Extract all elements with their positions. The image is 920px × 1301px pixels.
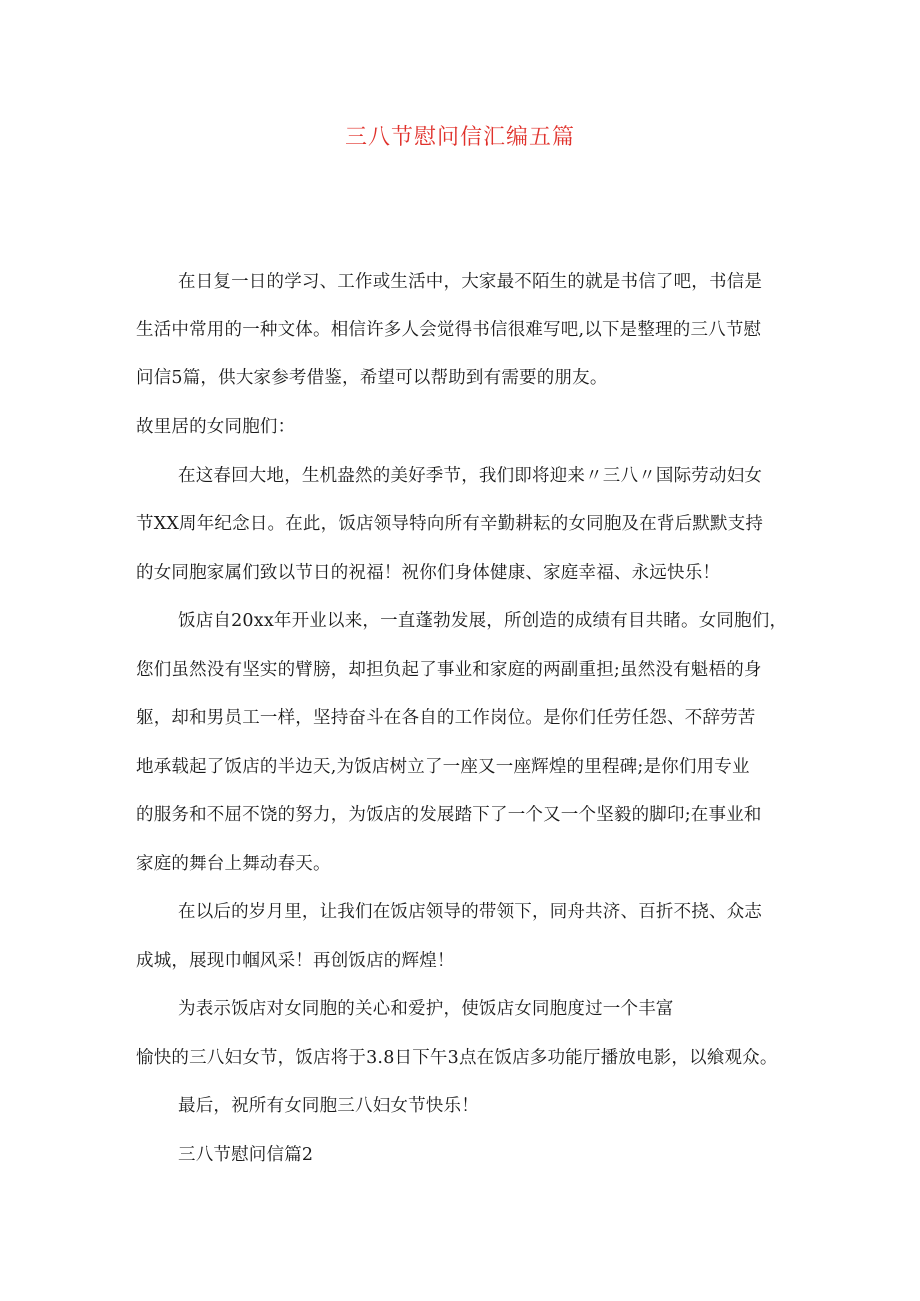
text-line: 在这春回大地，生机盎然的美好季节，我们即将迎来〃三八〃国际劳动妇女 xyxy=(178,466,763,486)
text-line: 问信5篇，供大家参考借鉴，希望可以帮助到有需要的朋友。 xyxy=(136,368,608,388)
text-line: 地承载起了饭店的半边天,为饭店树立了一座又一座辉煌的里程碑;是你们用专业 xyxy=(136,757,750,777)
text-line: 为表示饭店对女同胞的关心和爱护，使饭店女同胞度过一个丰富 xyxy=(178,999,674,1019)
salutation: 故里居的女同胞们： xyxy=(136,417,296,437)
text-line: 的女同胞家属们致以节日的祝福！祝你们身体健康、家庭幸福、永远快乐！ xyxy=(136,563,721,583)
text-line: 躯，却和男员工一样，坚持奋斗在各自的工作岗位。是你们任劳任怨、不辞劳苦 xyxy=(136,708,756,728)
text-line: 饭店自20xx年开业以来，一直蓬勃发展，所创造的成绩有目共睹。女同胞们， xyxy=(178,611,788,631)
text-line: 在以后的岁月里，让我们在饭店领导的带领下，同舟共济、百折不挠、众志 xyxy=(178,902,763,922)
closing-line: 最后，祝所有女同胞三八妇女节快乐！ xyxy=(178,1096,479,1116)
text-line: 节XX周年纪念日。在此，饭店领导特向所有辛勤耕耘的女同胞及在背后默默支持 xyxy=(136,514,764,534)
text-line: 的服务和不屈不饶的努力，为饭店的发展踏下了一个又一个坚毅的脚印;在事业和 xyxy=(136,805,762,825)
text-line: 您们虽然没有坚实的臂膀，却担负起了事业和家庭的两副重担;虽然没有魁梧的身 xyxy=(136,660,762,680)
text-line: 生活中常用的一种文体。相信许多人会觉得书信很难写吧,以下是整理的三八节慰 xyxy=(136,320,762,340)
document-title: 三八节慰问信汇编五篇 xyxy=(344,125,575,150)
text-line: 愉快的三八妇女节，饭店将于3.8日下午3点在饭店多功能厅播放电影，以飨观众。 xyxy=(136,1048,778,1068)
text-line: 家庭的舞台上舞动春天。 xyxy=(136,854,331,874)
text-line: 在日复一日的学习、工作或生活中，大家最不陌生的就是书信了吧，书信是 xyxy=(178,272,763,292)
section-heading: 三八节慰问信篇2 xyxy=(178,1145,314,1165)
text-line: 成城，展现巾帼风采！再创饭店的辉煌！ xyxy=(136,951,455,971)
